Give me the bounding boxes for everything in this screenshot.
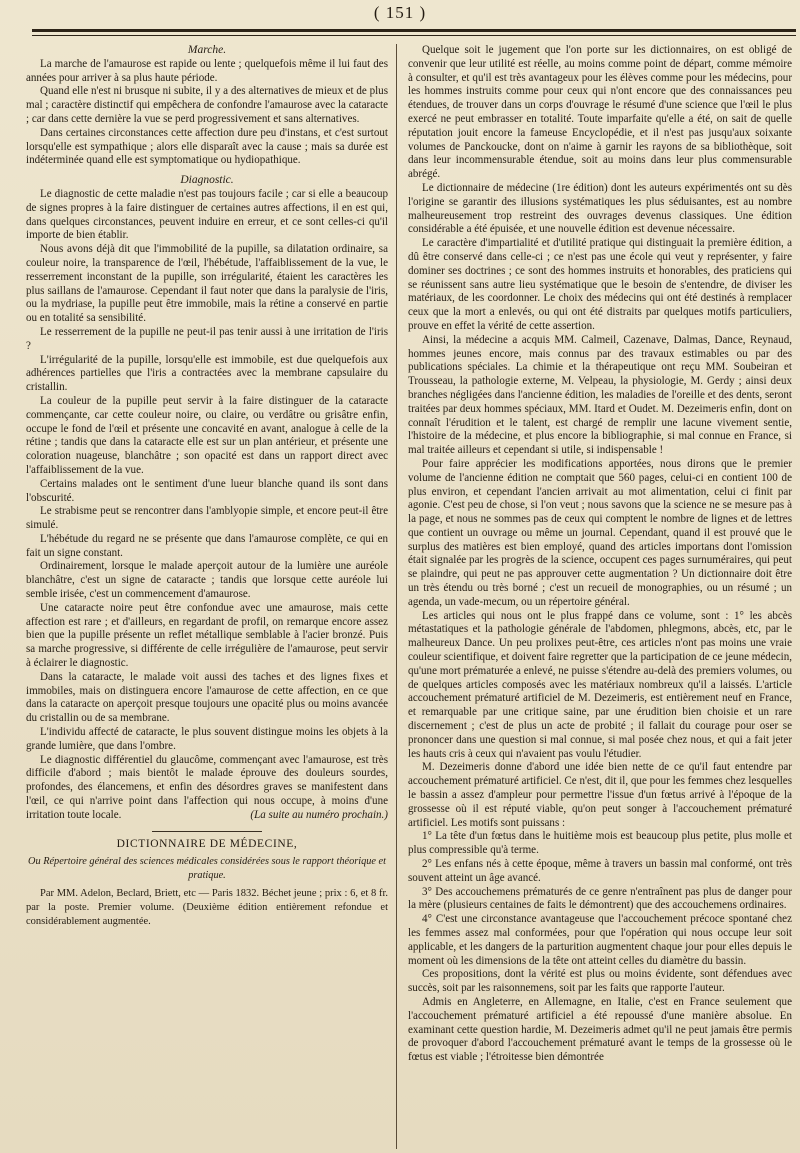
- left-column: [26, 44, 388, 928]
- right-column: [408, 44, 792, 1065]
- paragraph: Une cataracte noire peut être confondue avec une amaurose, mais cette affection est rare ; et d'ailleurs, en regardant de profil, on remarque encore assez bien que la pupille présente un reflet métallique semblable à l'acier bronzé. Puis sa marche progressive, si différente de celle irrégulière de l'amaurose, peut servir à éclairer le diagnostic.: [26, 601, 388, 670]
- paragraph: Quand elle n'est ni brusque ni subite, il y a des alternatives de mieux et de plus mal ; caractère distinctif qui empêchera de confondre l'amaurose avec la cataracte ; car dans cette dernière la vue se perd progressivement et sans alternatives.: [26, 85, 388, 125]
- list-item: 4° C'est une circonstance avantageuse que l'accouchement précoce spontané chez les femmes assez mal conformées, pour que l'opération qui nous occupe leur soit applicable, et les dangers de la parturition augmentent chaque jour pour elles depuis le moment où les dimensions de la tête ont atteint celles du diamètre du bassin.: [408, 913, 792, 967]
- list-item: 3° Des accouchemens prématurés de ce genre n'entraînent pas plus de danger pour la mère (plusieurs centaines de faits le démontrent) que des accouchemens ordinaires.: [408, 885, 792, 912]
- paragraph: Admis en Angleterre, en Allemagne, en Italie, c'est en France seulement que l'accouchement prématuré artificiel a été repoussé d'une manière absolue. En examinant cette question hardie, M. Dezeimeris admet qu'il ne peut jamais être permis de provoquer d'abord l'accouchement prématuré avant le temps de la grossesse où le fœtus est viable ; l'étroitesse bien démontrée: [408, 995, 792, 1064]
- section-heading-marche: Marche.: [187, 44, 227, 56]
- paragraph: Les articles qui nous ont le plus frappé dans ce volume, sont : 1° les abcès métastatiques et la pathologie générale de l'abdomen, phlegmons, abcès, etc, par le malheureux Dance. Un peu prolixes peut-être, ces articles n'ont pas moins une vraie couleur scientifique, et doivent faire regretter que la participation de ce jeune médecin, qu'une mort prématurée a enlevé, ne puisse s'étendre au-delà des premiers volumes, ou de quelques articles composés avec les matériaux nombreux qu'il a laissés. L'article accouchement prématuré artificiel de M. Dezeimeris, est entièrement neuf en France, et remarquable par une critique saine, par une érudition bien choisie et un rare discernement ; c'est de plus un acte de probité ; il fallait du courage pour oser se prononcer dans une question si mal connue, si mal posée chez nous, et qui a fait jeter les hauts cris à ceux qui n'avaient pas voulu l'étudier.: [408, 609, 792, 760]
- publication-info: Par MM. Adelon, Beclard, Briett, etc — Paris 1832. Béchet jeune ; prix : 6, et 8 fr. par la poste. Premier volume. (Deuxième édition entièrement refondue et considérablement augmentée.: [26, 888, 388, 927]
- paragraph: La marche de l'amaurose est rapide ou lente ; quelquefois même il lui faut des années pour arriver à sa plus haute période.: [26, 57, 388, 84]
- paragraph-text: Le diagnostic différentiel du glaucôme, commençant avec l'amaurose, est très difficile d'abord ; mais bientôt le malade éprouve des douleurs sourdes, profondes, des élancemens, et enfin des désordres graves se manifestent dans l'œil, ce qui n'arrive point dans l'affection qui nous occupe, à moins d'une irritation toute locale.: [26, 753, 388, 821]
- paragraph: Le resserrement de la pupille ne peut-il pas tenir aussi à une irritation de l'iris ?: [26, 325, 388, 352]
- paragraph: Le strabisme peut se rencontrer dans l'amblyopie simple, et encore peut-il être simulé.: [26, 505, 388, 532]
- paragraph: Certains malades ont le sentiment d'une lueur blanche quand ils sont dans l'obscurité.: [26, 477, 388, 504]
- paragraph: Ces propositions, dont la vérité est plus ou moins évidente, sont défendues avec succès, soit par les raisonnemens, soit par les faits que rapporte l'auteur.: [408, 968, 792, 995]
- paragraph: L'hébétude du regard ne se présente que dans l'amaurose complète, ce qui en fait un signe constant.: [26, 532, 388, 559]
- paragraph: Dans certaines circonstances cette affection dure peu d'instans, et c'est surtout lorsqu'elle est sympathique ; alors elle disparaît avec la cause ; mais sa durée est indéterminée quand elle est symptomatique ou hydiopathique.: [26, 126, 388, 167]
- list-item: 1° La tête d'un fœtus dans le huitième mois est beaucoup plus petite, plus molle et plus compressible qu'à terme.: [408, 830, 792, 857]
- paragraph: Quelque soit le jugement que l'on porte sur les dictionnaires, on est obligé de convenir que leur utilité est réelle, au moins comme point de départ, comme mémoire à consulter, et qu'il est très avantageux pour les élèves comme pour les médecins, pour les hommes instruits comme pour ceux qui n'ont encore que des connaissances peu étendues, de trouver dans un corps d'ouvrage le résumé d'une science que l'œil le plus exercé ne peut embrasser en totalité. Toute imparfaite qu'elle a été, on sait de quelle réputation jouit encore la fameuse Encyclopédie, et il n'est pas jusqu'aux soixante volumes de Panckoucke, dont on n'aime à garnir les rayons de sa bibliothèque, soit dans leur incommensurable étendue, soit au moins dans leur plus commensurable abrégé.: [408, 44, 792, 181]
- paragraph: Le diagnostic de cette maladie n'est pas toujours facile ; car si elle a beaucoup de signes propres à la faire distinguer de certaines autres affections, il en est qui, dans quelques circonstances, peuvent induire en erreur, et ce sont celles-ci qu'il importe de bien établir.: [26, 187, 388, 242]
- paragraph: Nous avons déjà dit que l'immobilité de la pupille, sa dilatation ordinaire, sa couleur noire, la transparence de l'œil, l'hébétude, l'affaiblissement de la vue, le resserrement inconstant de la pupille, son irrégularité, étaient les caractères les plus saillans de l'amaurose. Cependant il faut noter que dans la paralysie de l'iris, ou la mydriase, la pupille peut être immobile, mais la rétine a conservé en partie ou en totalité sa sensibilité.: [26, 243, 388, 325]
- article-title: DICTIONNAIRE DE MÉDECINE,: [116, 837, 298, 850]
- column-divider: [396, 44, 397, 1149]
- paragraph: La couleur de la pupille peut servir à la faire distinguer de la cataracte commençante, car cette couleur noire, ou claire, ou verdâtre ou grisâtre enfin, occupe le fond de l'œil et présente une concavité en avant, analogue à celle de la rétine ; tandis que dans la cataracte elle est sur un plan antérieur, et présente une coloration nuageuse, blanchâtre ; son opacité est dans un rapport direct avec l'affaiblissement de la vue.: [26, 394, 388, 476]
- header-rule-thin: [32, 35, 796, 36]
- paragraph: Dans la cataracte, le malade voit aussi des taches et des lignes fixes et immobiles, mais on distinguera encore l'amaurose de cette affection, en ce que dans la cataracte on aperçoit presque toujours une opacité plus ou moins avancée du cristallin ou de sa membrane.: [26, 670, 388, 725]
- paragraph: Ainsi, la médecine a acquis MM. Calmeil, Cazenave, Dalmas, Dance, Reynaud, hommes jeunes encore, mais connus par des travaux estimables ou par des publications spéciales. La chimie et la thérapeutique ont reçu MM. Soubeiran et Trousseau, la pathologie externe, M. Velpeau, la physiologie, M. Gerdy ; ainsi deux branches négligées dans l'ancienne édition, les maladies de l'oreille et des dents, seront traitées par deux hommes spéciaux, MM. Itard et Oudet. M. Dezeimeris enfin, dont on connaît l'érudition et le talent, est chargé de remplir une lacune vivement sentie, l'histoire de la médecine, et plus encore la bibliographie, si mal connue en France, si mal traitée ailleurs et cependant si utile, si indispensable !: [408, 333, 792, 457]
- continuation-note: (La suite au numéro prochain.): [250, 808, 388, 821]
- paragraph: Le dictionnaire de médecine (1re édition) dont les auteurs expérimentés ont su dès l'origine se garantir des illusions systématiques les plus séduisantes, est au nombre malheureusement trop restreint des ouvrages devenus classiques. Une édition considérable a été épuisée, et une nouvelle édition est devenue nécessaire.: [408, 181, 792, 236]
- header-rule-thick: [32, 29, 796, 32]
- paragraph: L'irrégularité de la pupille, lorsqu'elle est immobile, est due quelquefois aux adhérences partielles que l'iris a contractées avec la membrane capsulaire du cristallin.: [26, 353, 388, 394]
- paragraph: Le caractère d'impartialité et d'utilité pratique qui distinguait la première édition, a dû être conservé dans celle-ci ; ce n'est pas une école qui veut y représenter, y faire dominer ses doctrines ; ce sont des hommes instruits et honorables, des praticiens qui se réunissent sans autre lieu systématique que le besoin de s'entendre, de diviser les matériaux, de les coordonner. Le choix des médecins qui ont été destinés à remplacer ceux que la mort a enlevés, ou qui ont été distraits par quelques motifs particuliers, prouve en effet la vérité de cette assertion.: [408, 237, 792, 332]
- article-subtitle: Ou Répertoire général des sciences médicales considérées sous le rapport théorique et pratique.: [28, 856, 386, 882]
- list-item: 2° Les enfans nés à cette époque, même à travers un bassin mal conformé, ont très souvent atteint un âge avancé.: [408, 858, 792, 884]
- paragraph: Ordinairement, lorsque le malade aperçoit autour de la lumière une auréole blanchâtre, c'est un signe de cataracte ; tandis que lorsque cette auréole lui semble irisée, c'est un commencement d'amaurose.: [26, 560, 388, 601]
- paragraph: M. Dezeimeris donne d'abord une idée bien nette de ce qu'il faut entendre par accouchement prématuré artificiel. Ce n'est, dit il, que pour les femmes chez lesquelles le bassin a assez d'ampleur pour permettre l'issue d'un fœtus arrivé à l'époque de la grossesse où il est réputé viable, qu'on peut songer à l'accouchement prématuré artificiel. Les motifs sont puissans :: [408, 761, 792, 829]
- paragraph: L'individu affecté de cataracte, le plus souvent distingue moins les objets à la grande lumière, que dans l'ombre.: [26, 726, 388, 752]
- paragraph: [26, 754, 388, 823]
- paragraph: Pour faire apprécier les modifications apportées, nous dirons que le premier volume de l'ancienne édition ne comptait que 560 pages, celui-ci en contient 100 de plus environ, et cependant l'ancien arrivait au mot alimentation, celui ci finit par agonie. C'est peu de chose, si l'on veut ; nous savons que la science ne se mesure pas à la page, et nous ne sommes pas de ceux qui comptent le nombre de lignes et de lettres que contient un ouvrage ou même un journal. Cependant, quand il est prouvé que le surplus des matières est bien employé, quand des articles importans dont l'omission était signalée par les progrès de la science, occupent ces pages surnuméraires, qui peut se plaindre, qui peut ne pas approuver cette augmentation ? Un dictionnaire doit être un très étendu ou très borné ; c'est un recueil de monographies, ou un résumé ; un agenda, un vade-mecum, ou un répertoire général.: [408, 457, 792, 608]
- section-heading-diagnostic: Diagnostic.: [180, 174, 234, 187]
- page-number: ( 151 ): [373, 3, 427, 22]
